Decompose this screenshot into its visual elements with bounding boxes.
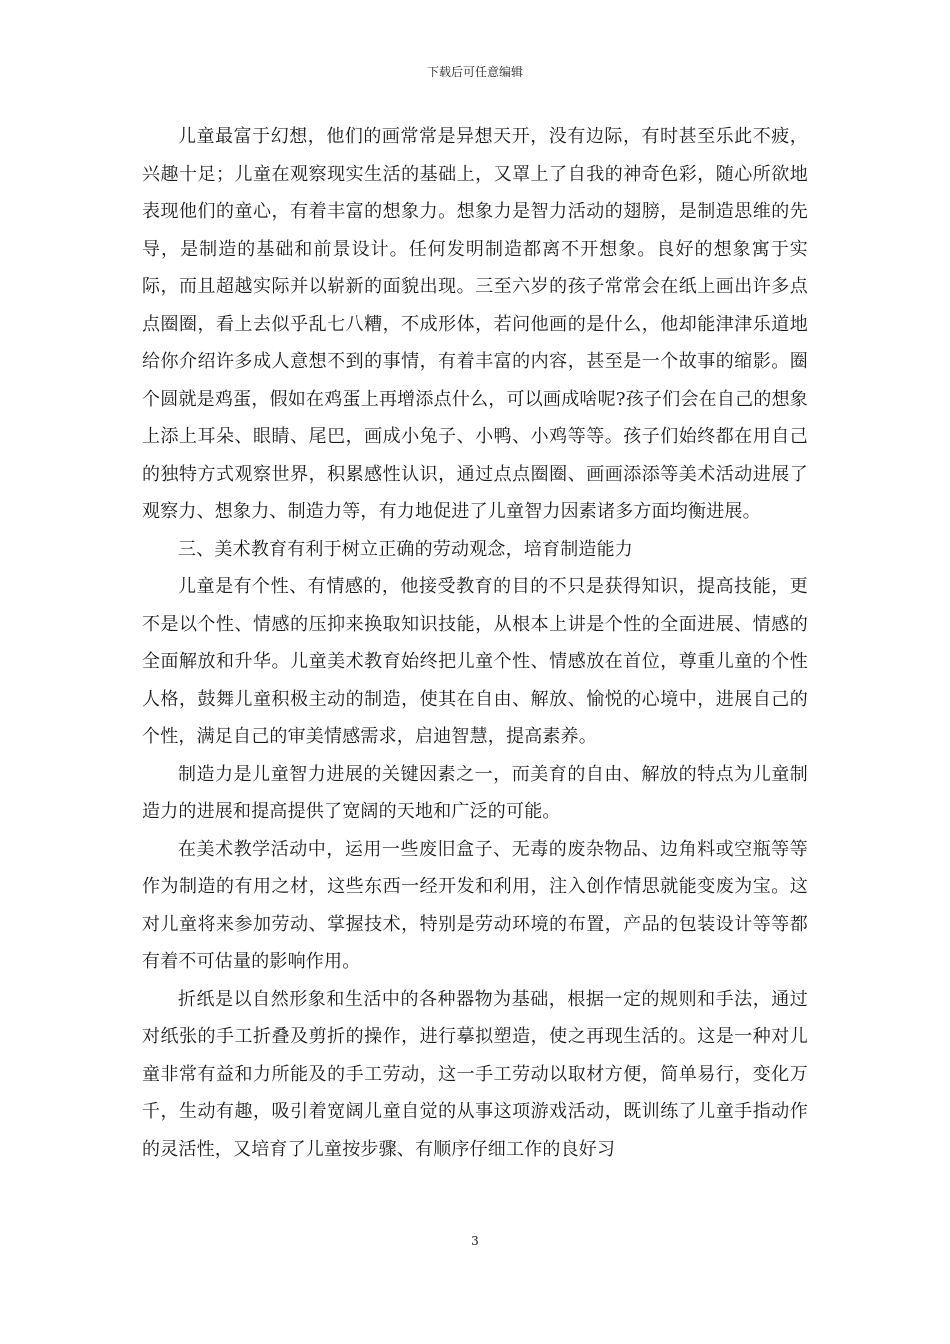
document-body <box>142 118 808 1168</box>
paragraph-creativity: 制造力是儿童智力进展的关键因素之一，而美育的自由、解放的特点为儿童制造力的进展和提高提供了宽阔的天地和广泛的可能。 <box>142 763 808 822</box>
page-header: 下载后可任意编辑 <box>426 65 523 79</box>
paragraph-imagination: 儿童最富于幻想，他们的画常常是异想天开，没有边际，有时甚至乐此不疲，兴趣十足；儿童在观察现实生活的基础上，又罩上了自我的神奇色彩，随心所欲地表现他们的童心，有着丰富的想象力。想象力是智力活动的翅膀，是制造思维的先导，是制造的基础和前景设计。任何发明制造都离不开想象。良好的想象寓于实际，而且超越实际并以崭新的面貌出现。三至六岁的孩子常常会在纸上画出许多点点圈圈，看上去似乎乱七八糟，不成形体，若问他画的是什么，他却能津津乐道地给你介绍许多成人意想不到的事情，有着丰富的内容，甚至是一个故事的缩影。圈个圆就是鸡蛋，假如在鸡蛋上再增添点什么，可以画成啥呢?孩子们会在自己的想象上添上耳朵、眼睛、尾巴，画成小兔子、小鸭、小鸡等等。孩子们始终都在用自己的独特方式观察世界，积累感性认识，通过点点圈圈、画画添添等美术活动进展了观察力、想象力、制造力等，有力地促进了儿童智力因素诸多方面均衡进展。 <box>142 126 808 522</box>
section-heading-labor: 三、美术教育有利于树立正确的劳动观念，培育制造能力 <box>178 538 633 560</box>
paragraph-origami: 折纸是以自然形象和生活中的各种器物为基础，根据一定的规则和手法，通过对纸张的手工折叠及剪折的操作，进行摹拟塑造，使之再现生活的。这是一种对儿童非常有益和力所能及的手工劳动，这一手工劳动以取材方便，简单易行，变化万千，生动有趣，吸引着宽阔儿童自觉的从事这项游戏活动，既训练了儿童手指动作的灵活性，又培育了儿童按步骤、有顺序仔细工作的良好习 <box>142 988 808 1160</box>
page-number: 3 <box>471 1234 479 1248</box>
paragraph-recycled-materials: 在美术教学活动中，运用一些废旧盒子、无毒的废杂物品、边角料或空瓶等等作为制造的有用之材，这些东西一经开发和利用，注入创作情思就能变废为宝。这对儿童将来参加劳动、掌握技术，特别是劳动环境的布置，产品的包装设计等等都有着不可估量的影响作用。 <box>142 838 808 972</box>
paragraph-personality: 儿童是有个性、有情感的，他接受教育的目的不只是获得知识，提高技能，更不是以个性、情感的压抑来换取知识技能，从根本上讲是个性的全面进展、情感的全面解放和升华。儿童美术教育始终把儿童个性、情感放在首位，尊重儿童的个性人格，鼓舞儿童积极主动的制造，使其在自由、解放、愉悦的心境中，进展自己的个性，满足自己的审美情感需求，启迪智慧，提高素养。 <box>142 576 808 747</box>
